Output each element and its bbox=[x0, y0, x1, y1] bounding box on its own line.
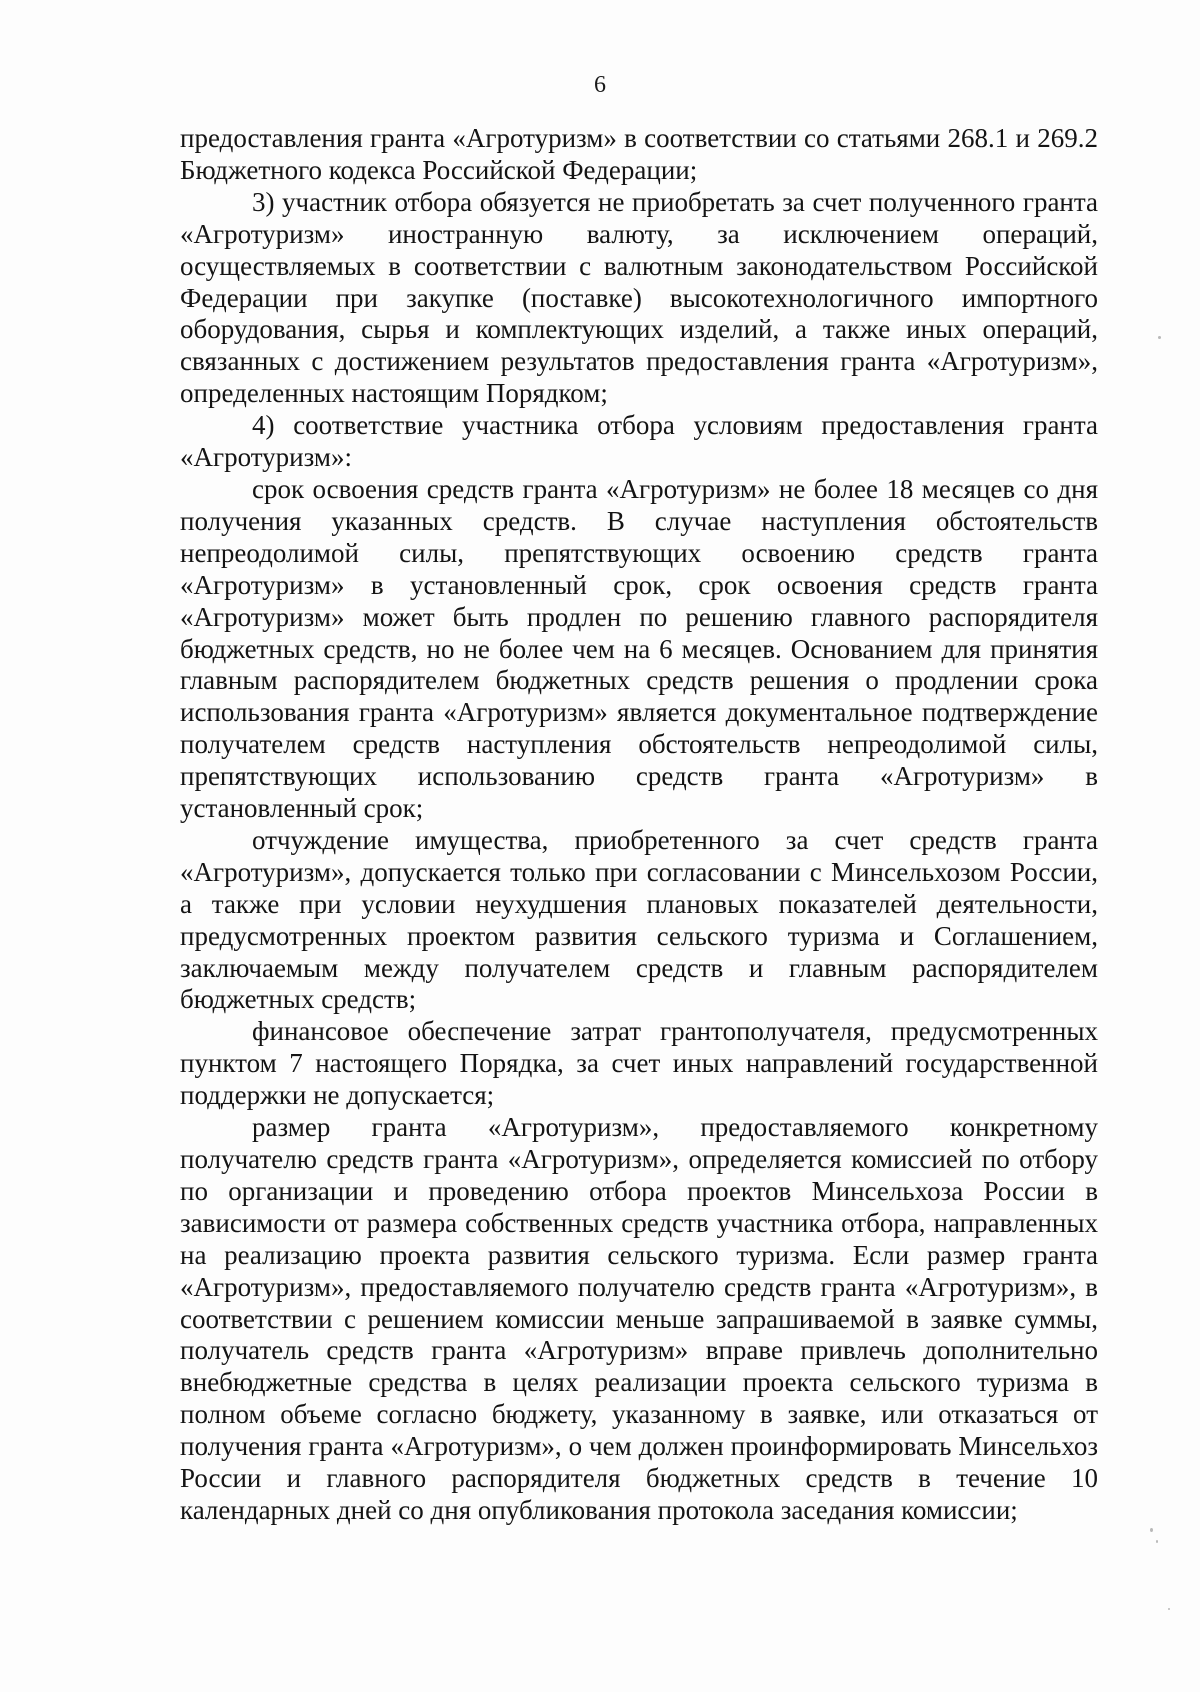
paragraph-2: 3) участник отбора обязуется не приобретать за счет полученного гранта «Агротуризм» иностранную валюту, за исключением операций, осуществляемых в соответствии с валютным законодательством Российской Федерации при закупке (поставке) высокотехнологичного импортного оборудования, сырья и комплектующих изделий, а также иных операций, связанных с достижением результатов предоставления гранта «Агротуризм», определенных настоящим Порядком; bbox=[180, 186, 1098, 409]
scan-speck bbox=[1158, 336, 1161, 339]
paragraph-6: финансовое обеспечение затрат грантополучателя, предусмотренных пунктом 7 настоящего Порядка, за счет иных направлений государственной поддержки не допускается; bbox=[180, 1016, 1098, 1111]
paragraph-4: срок освоения средств гранта «Агротуризм» не более 18 месяцев со дня получения указанных средств. В случае наступления обстоятельств непреодолимой силы, препятствующих освоению средств гранта «Агротуризм» в установленный срок, срок освоения средств гранта «Агротуризм» может быть продлен по решению главного распорядителя бюджетных средств, но не более чем на 6 месяцев. Основанием для принятия главным распорядителем бюджетных средств решения о продлении срока использования гранта «Агротуризм» является документальное подтверждение получателем средств наступления обстоятельств непреодолимой силы, препятствующих использованию средств гранта «Агротуризм» в установленный срок; bbox=[180, 473, 1098, 824]
paragraph-1: предоставления гранта «Агротуризм» в соответствии со статьями 268.1 и 269.2 Бюджетного кодекса Российской Федерации; bbox=[180, 123, 1098, 185]
document-body bbox=[180, 123, 1098, 1527]
paragraph-7: размер гранта «Агротуризм», предоставляемого конкретному получателю средств гранта «Агротуризм», определяется комиссией по отбору по организации и проведению отбора проектов Минсельхоза России в зависимости от размера собственных средств участника отбора, направленных на реализацию проекта развития сельского туризма. Если размер гранта «Агротуризм», предоставляемого получателю средств гранта «Агротуризм», в соответствии с решением комиссии меньше запрашиваемой в заявке суммы, получатель средств гранта «Агротуризм» вправе привлечь дополнительно внебюджетные средства в целях реализации проекта сельского туризма в полном объеме согласно бюджету, указанному в заявке, или отказаться от получения гранта «Агротуризм», о чем должен проинформировать Минсельхоз России и главного распорядителя бюджетных средств в течение 10 календарных дней со дня опубликования протокола заседания комиссии; bbox=[180, 1112, 1098, 1525]
paragraph-5: отчуждение имущества, приобретенного за счет средств гранта «Агротуризм», допускается только при согласовании с Минсельхозом России, а также при условии неухудшения плановых показателей деятельности, предусмотренных проектом развития сельского туризма и Соглашением, заключаемым между получателем средств и главным распорядителем бюджетных средств; bbox=[180, 824, 1098, 1015]
page-number: 6 bbox=[594, 72, 606, 98]
scan-speck bbox=[1150, 1528, 1153, 1532]
scan-speck bbox=[1156, 1540, 1158, 1543]
paragraph-3: 4) соответствие участника отбора условиям предоставления гранта «Агротуризм»: bbox=[180, 410, 1098, 473]
scan-speck bbox=[1168, 1608, 1170, 1610]
